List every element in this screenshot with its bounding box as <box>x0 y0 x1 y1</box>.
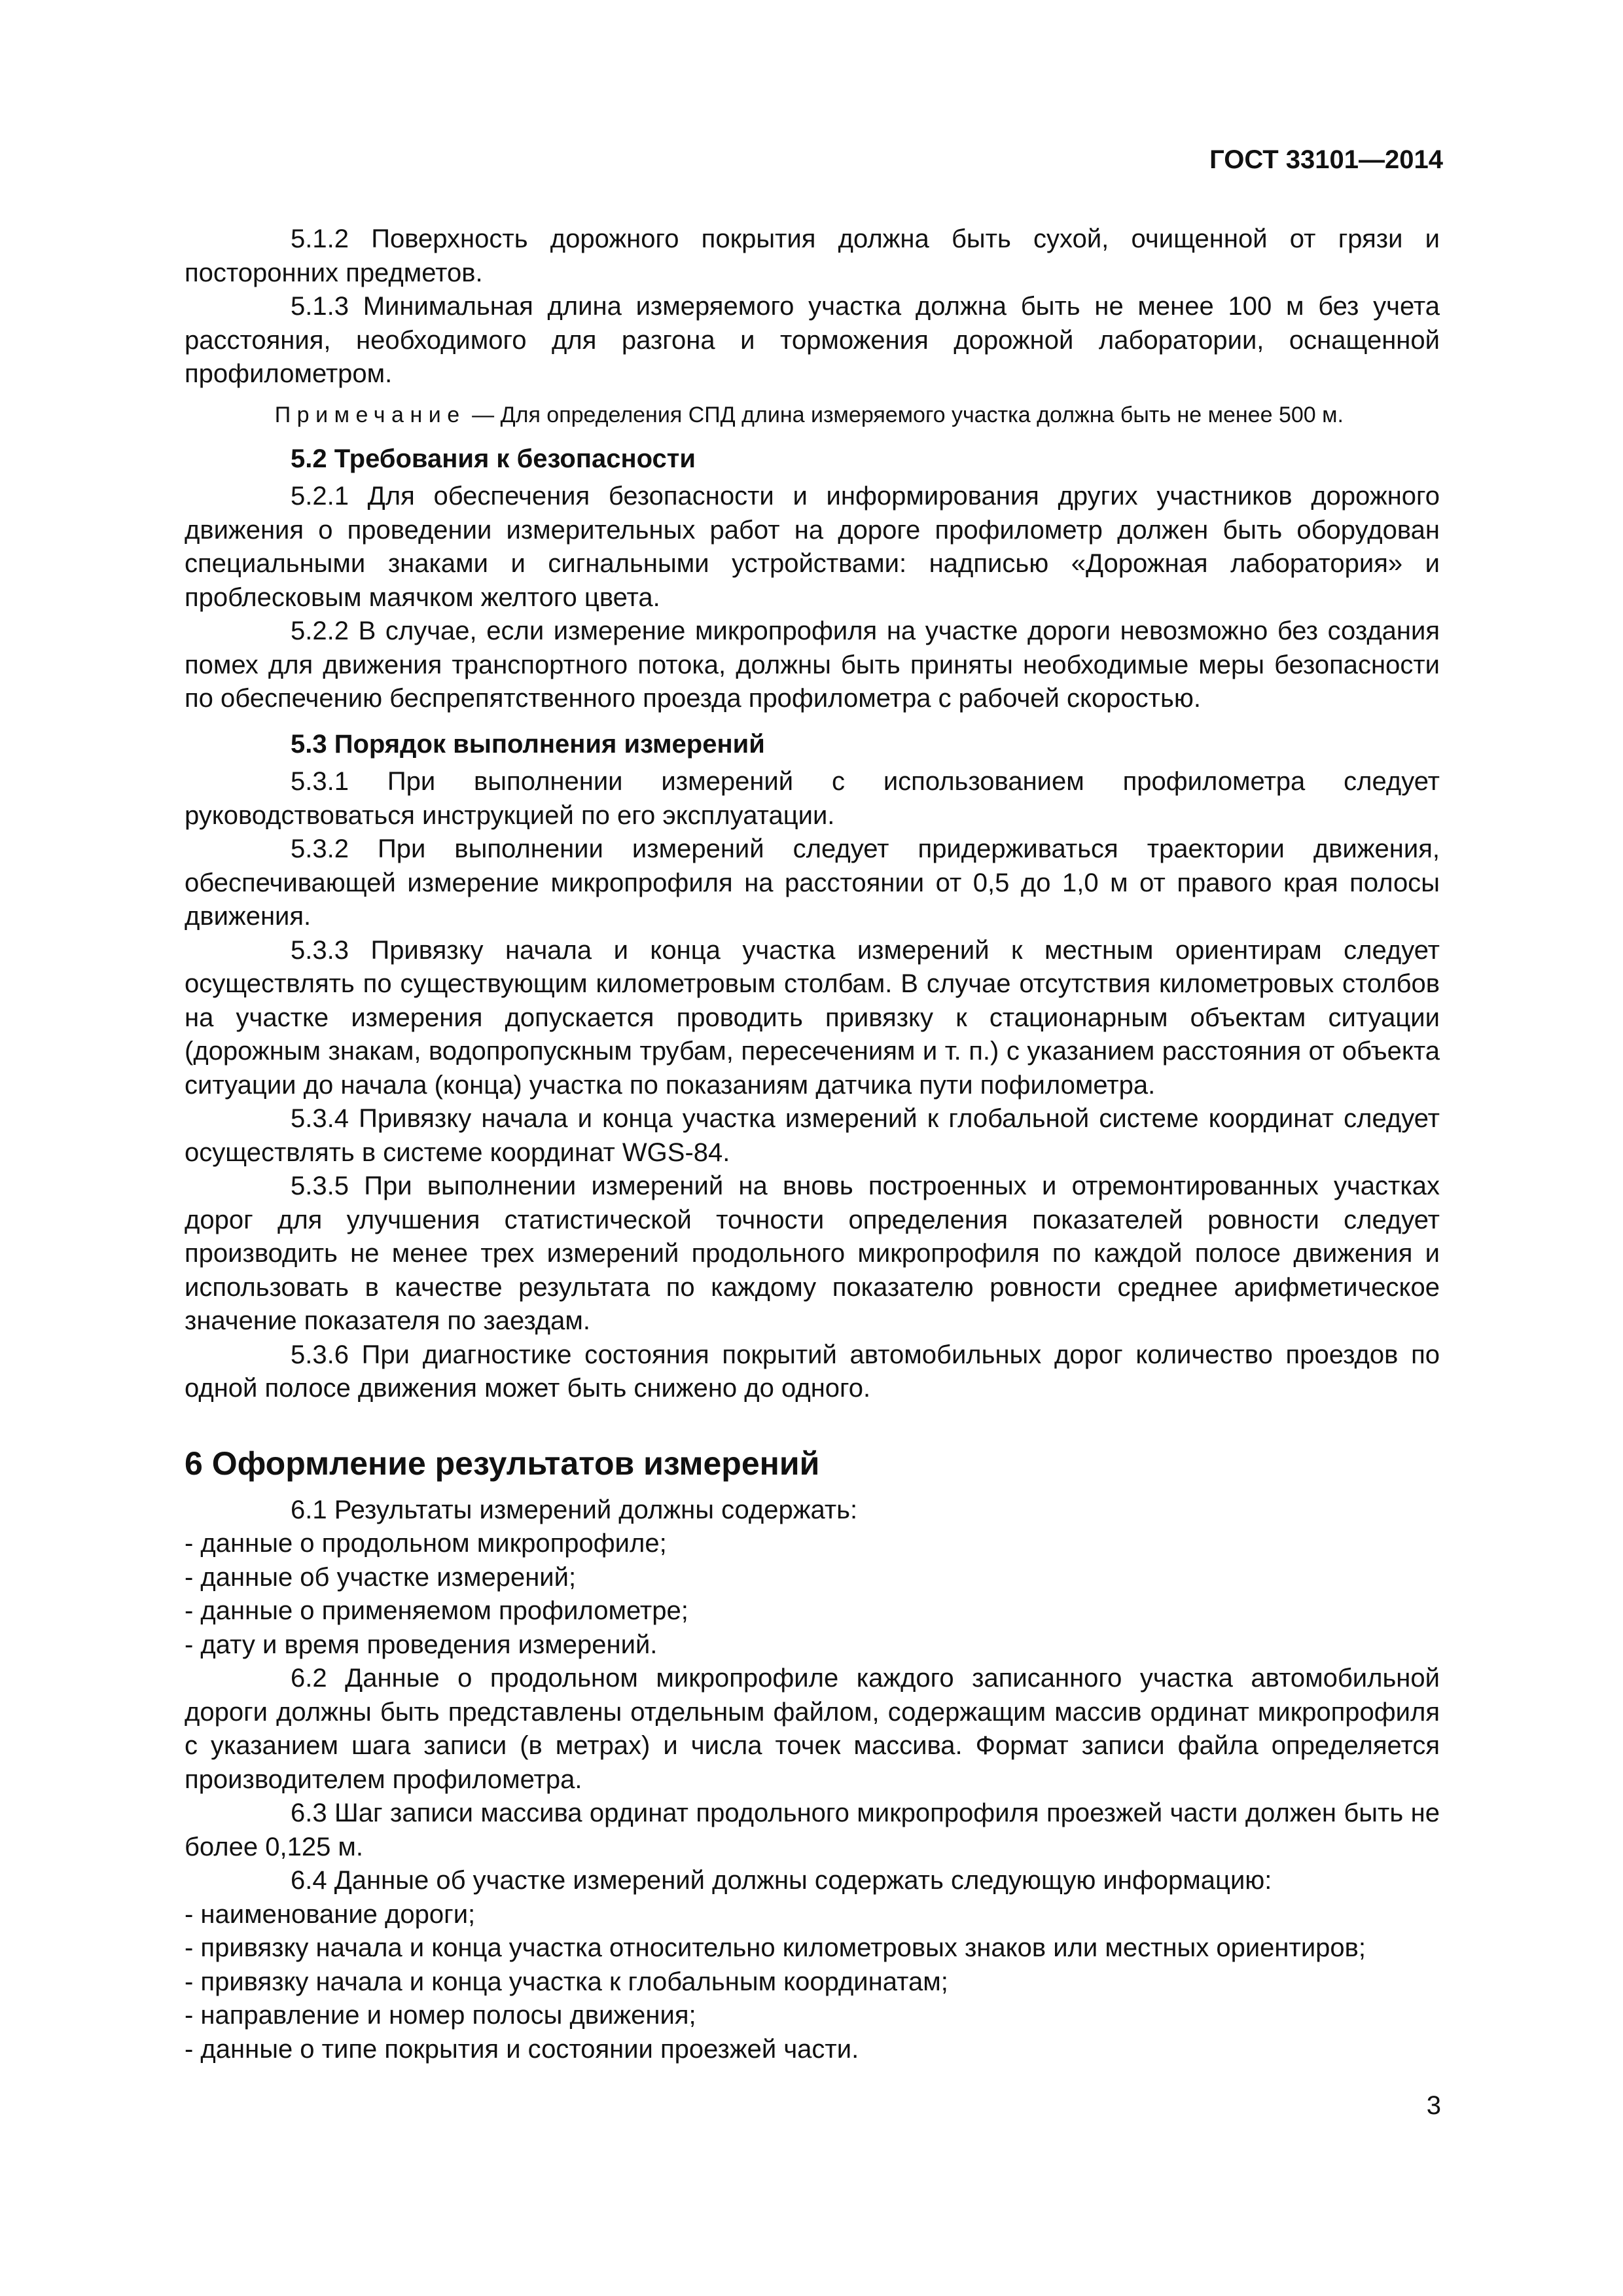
page-number: 3 <box>1426 2091 1441 2120</box>
document-header-id: ГОСТ 33101—2014 <box>1209 145 1443 174</box>
paragraph-5-3-6: 5.3.6 При диагностике состояния покрытий автомобильных дорог количество проездов по одной полосе движения может быть снижено до одного. <box>185 1340 1440 1403</box>
list-item: - данные об участке измерений; <box>185 1562 577 1592</box>
paragraph-5-3-4: 5.3.4 Привязку начала и конца участка измерений к глобальной системе координат следует осуществлять в системе координат WGS-84. <box>185 1104 1440 1167</box>
note-label: Примечание <box>274 402 466 427</box>
paragraph-5-3-2: 5.3.2 При выполнении измерений следует придерживаться траектории движения, обеспечивающей измерение микропрофиля на расстоянии от 0,5 до 1,0 м от правого края полосы движения. <box>185 834 1440 931</box>
heading-5-2: 5.2 Требования к безопасности <box>291 444 696 473</box>
paragraph-6-1: 6.1 Результаты измерений должны содержать: <box>291 1495 858 1524</box>
paragraph-6-3: 6.3 Шаг записи массива ординат продольного микропрофиля проезжей части должен быть не более 0,125 м. <box>185 1799 1440 1861</box>
list-item: - дату и время проведения измерений. <box>185 1630 658 1659</box>
document-body <box>185 223 1440 2066</box>
note-text: — Для определения СПД длина измеряемого участка должна быть не менее 500 м. <box>465 402 1344 427</box>
heading-section-6: 6 Оформление результатов измерений <box>185 1444 820 1482</box>
paragraph-5-2-2: 5.2.2 В случае, если измерение микропрофиля на участке дороги невозможно без создания помех для движения транспортного потока, должны быть приняты необходимые меры безопасности по обеспечению беспрепятственного проезда профилометра с рабочей скоростью. <box>185 617 1440 713</box>
paragraph-5-1-2: 5.1.2 Поверхность дорожного покрытия должна быть сухой, очищенной от грязи и посторонних предметов. <box>185 224 1440 287</box>
paragraph-6-4: 6.4 Данные об участке измерений должны содержать следующую информацию: <box>291 1866 1272 1895</box>
list-item: - привязку начала и конца участка относительно километровых знаков или местных ориентиров; <box>185 1933 1366 1962</box>
paragraph-5-3-1: 5.3.1 При выполнении измерений с использованием профилометра следует руководствоваться инструкцией по его эксплуатации. <box>185 767 1440 830</box>
paragraph-5-1-3: 5.1.3 Минимальная длина измеряемого участка должна быть не менее 100 м без учета расстояния, необходимого для разгона и торможения дорожной лаборатории, оснащенной профилометром. <box>185 292 1440 388</box>
list-item: - направление и номер полосы движения; <box>185 2001 696 2030</box>
list-item: - привязку начала и конца участка к глобальным координатам; <box>185 1967 948 1996</box>
paragraph-5-3-5: 5.3.5 При выполнении измерений на вновь построенных и отремонтированных участках дорог для улучшения статистической точности определения показателей ровности следует производить не менее трех измерений продольного микропрофиля по каждой полосе движения и использовать в качестве результата по каждому показателю ровности среднее арифметическое значение показателя по заездам. <box>185 1172 1440 1335</box>
paragraph-5-3-3: 5.3.3 Привязку начала и конца участка измерений к местным ориентирам следует осуществлять по существующим километровым столбам. В случае отсутствия километровых столбов на участке измерения допускается проводить привязку к стационарным объектам ситуации (дорожным знакам, водопропускным трубам, пересечениям и т. п.) с указанием расстояния от объекта ситуации до начала (конца) участка по показаниям датчика пути пофилометра. <box>185 935 1440 1100</box>
heading-5-3: 5.3 Порядок выполнения измерений <box>291 729 765 759</box>
list-item: - наименование дороги; <box>185 1899 476 1929</box>
list-item: - данные о продольном микропрофиле; <box>185 1529 667 1558</box>
note <box>185 399 1440 431</box>
paragraph-5-2-1: 5.2.1 Для обеспечения безопасности и информирования других участников дорожного движения о проведении измерительных работ на дороге профилометр должен быть оборудован специальными знаками и сигнальными устройствами: надписью «Дорожная лаборатория» и проблесковым маячком желтого цвета. <box>185 482 1440 612</box>
list-item: - данные о типе покрытия и состоянии проезжей части. <box>185 2034 859 2064</box>
list-item: - данные о применяемом профилометре; <box>185 1596 688 1625</box>
paragraph-6-2: 6.2 Данные о продольном микропрофиле каждого записанного участка автомобильной дороги должны быть представлены отдельным файлом, содержащим массив ординат микропрофиля с указанием шага записи (в метрах) и числа точек массива. Формат записи файла определяется производителем профилометра. <box>185 1664 1440 1794</box>
